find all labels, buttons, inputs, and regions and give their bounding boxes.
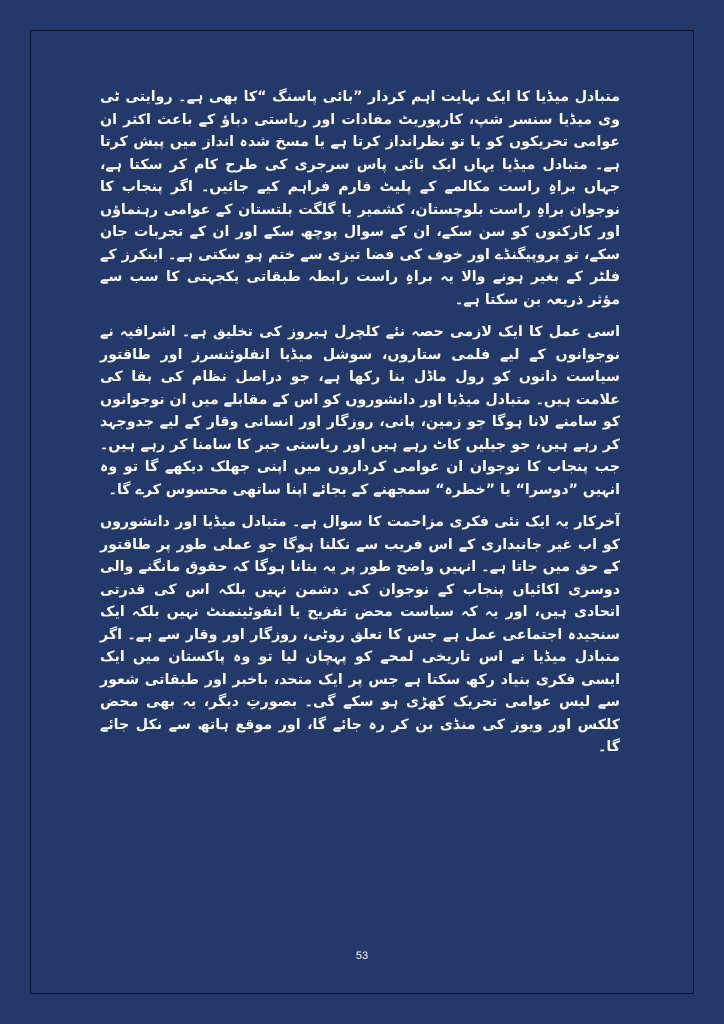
paragraph-3: آخرکار یہ ایک نئی فکری مزاحمت کا سوال ہے۔ متبادل میڈیا اور دانشوروں کو اب غیر جانبداری کے اس فریب سے نکلنا ہوگا جو عملی طور پر طاقتور کے حق میں جاتا ہے۔ انہیں واضح طور پر یہ بتانا ہوگا کہ حقوق مانگنے والی دوسری اکائیاں پنجاب کے نوجوان کی دشمن نہیں بلکہ اس کی قدرتی اتحادی ہیں، اور یہ کہ سیاست محض تفریح یا انفوٹینمنٹ نہیں بلکہ ایک سنجیدہ اجتماعی عمل ہے جس کا تعلق روٹی، روزگار اور وقار سے ہے۔ اگر متبادل میڈیا نے اس تاریخی لمحے کو پہچان لیا تو وہ پاکستان میں ایک ایسی فکری بنیاد رکھ سکتا ہے جس پر ایک متحد، باخبر اور طبقاتی شعور سے لیس عوامی تحریک کھڑی ہو سکے گی۔ بصورتِ دیگر، یہ بھی محض کلکس اور ویوز کی منڈی بن کر رہ جائے گا، اور موقع ہاتھ سے نکل جائے گا۔ [100,514,620,755]
paragraph-2: اسی عمل کا ایک لازمی حصہ نئے کلچرل ہیروز کی تخلیق ہے۔ اشرافیہ نے نوجوانوں کے لیے فلمی ستاروں، سوشل میڈیا انفلوئنسرز اور طاقتور سیاست دانوں کو رول ماڈل بنا رکھا ہے، جو دراصل نظام کی بقا کی علامت ہیں۔ متبادل میڈیا اور دانشوروں کو اس کے مقابلے میں ان نوجوانوں کو سامنے لانا ہوگا جو زمین، پانی، روزگار اور انسانی وقار کے لیے جدوجہد کر رہے ہیں، جو جیلیں کاٹ رہے ہیں اور ریاستی جبر کا سامنا کر رہے ہیں۔ جب پنجاب کا نوجوان ان عوامی کرداروں میں اپنی جھلک دیکھے گا تو وہ انہیں ”دوسرا“ یا ”خطرہ“ سمجھنے کے بجائے اپنا ساتھی محسوس کرے گا۔ [100,324,620,498]
article-body [100,86,620,769]
paragraph-1: متبادل میڈیا کا ایک نہایت اہم کردار ”بائی پاسنگ “کا بھی ہے۔ روایتی ٹی وی میڈیا سنسر شپ، کارپوریٹ مفادات اور ریاستی دباؤ کے باعث اکثر ان عوامی تحریکوں کو یا تو نظرانداز کرتا ہے یا مسخ شدہ انداز میں پیش کرتا ہے۔ متبادل میڈیا یہاں ایک بائی پاس سرجری کی طرح کام کر سکتا ہے، جہاں براہِ راست مکالمے کے پلیٹ فارم فراہم کیے جائیں۔ اگر پنجاب کا نوجوان براہِ راست بلوچستان، کشمیر یا گلگت بلتستان کے عوامی رہنماؤں اور کارکنوں کو سن سکے، ان کے سوال پوچھ سکے اور ان کے تجربات جان سکے، تو پروپیگنڈے اور خوف کی فضا تیزی سے ختم ہو سکتی ہے۔ اینکرز کے فلٹر کے بغیر ہونے والا یہ براہِ راست رابطہ طبقاتی یکجہتی کا سب سے مؤثر ذریعہ بن سکتا ہے۔ [100,89,620,308]
page-number: 53 [355,950,369,962]
